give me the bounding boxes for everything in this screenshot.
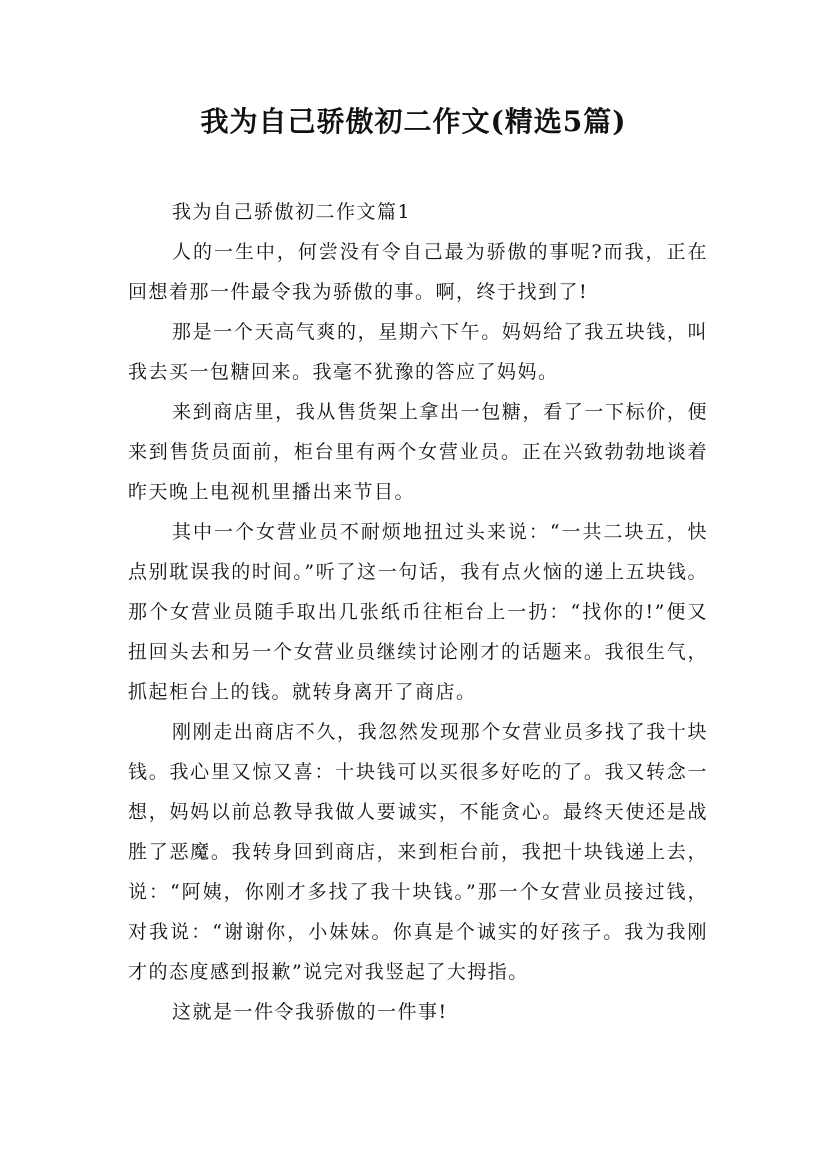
document-title: 我为自己骄傲初二作文(精选5篇) — [200, 105, 627, 138]
paragraph-5: 刚刚走出商店不久，我忽然发现那个女营业员多找了我十块钱。我心里又惊又喜：十块钱可以买很多好吃的了。我又转念一想，妈妈以前总教导我做人要诚实，不能贪心。最终天使还是战胜了恶魔。我转身回到商店，来到柜台前，我把十块钱递上去，说：“阿姨，你刚才多找了我十块钱。”那一个女营业员接过钱，对我说：“谢谢你，小妹妹。你真是个诚实的好孩子。我为我刚才的态度感到报歉”说完对我竖起了大拇指。 — [128, 721, 708, 983]
paragraph-2: 那是一个天高气爽的，星期六下午。妈妈给了我五块钱，叫我去买一包糖回来。我毫不犹豫的答应了妈妈。 — [128, 321, 708, 383]
paragraph-4: 其中一个女营业员不耐烦地扭过头来说：“一共二块五，快点别耽误我的时间。”听了这一句话，我有点火恼的递上五块钱。那个女营业员随手取出几张纸币往柜台上一扔：“找你的!”便又扭回头去和另一个女营业员继续讨论刚才的话题来。我很生气，抓起柜台上的钱。就转身离开了商店。 — [128, 521, 708, 703]
paragraph-1: 人的一生中，何尝没有令自己最为骄傲的事呢?而我，正在回想着那一件最令我为骄傲的事。啊，终于找到了! — [128, 241, 708, 303]
section-heading: 我为自己骄傲初二作文篇1 — [172, 201, 412, 223]
paragraph-6: 这就是一件令我骄傲的一件事! — [172, 1001, 448, 1023]
paragraph-3: 来到商店里，我从售货架上拿出一包糖，看了一下标价，便来到售货员面前，柜台里有两个女营业员。正在兴致勃勃地谈着昨天晚上电视机里播出来节目。 — [128, 401, 708, 503]
document-body — [128, 192, 708, 1032]
